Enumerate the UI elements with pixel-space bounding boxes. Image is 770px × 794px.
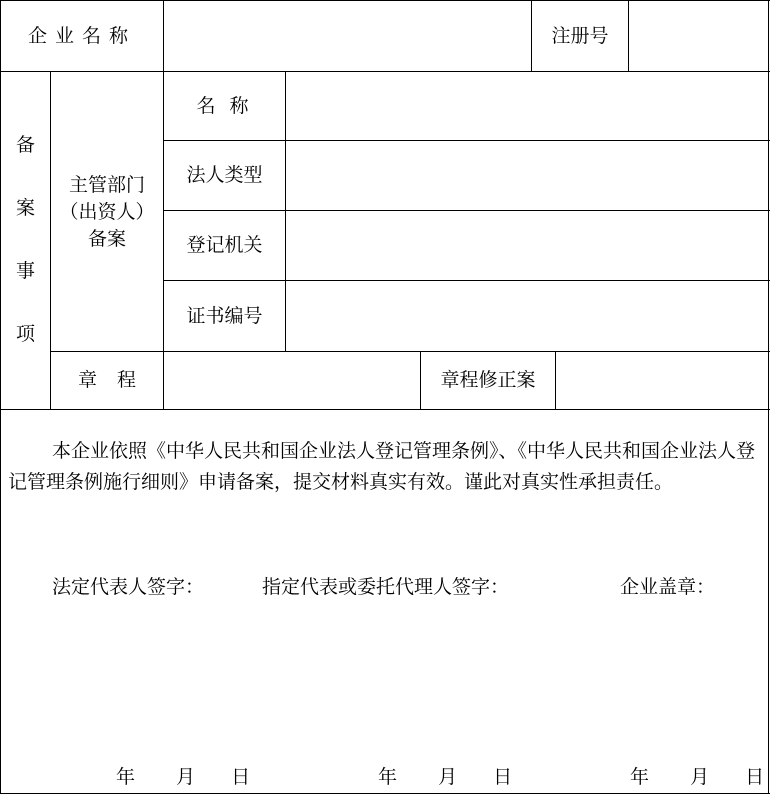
registration-no-label: 注册号 <box>551 24 609 47</box>
company-seal-label: 企业盖章： <box>620 576 716 598</box>
declaration-text: 本企业依照《中华人民共和国企业法人登记管理条例》、《中华人民共和国企业法人登记管理条例施行细则》申请备案，提交材料真实有效。谨此对真实性承担责任。 <box>8 440 756 493</box>
month-label: 月 <box>438 766 458 788</box>
row-field-registration-authority[interactable] <box>286 211 768 280</box>
charter-field[interactable] <box>164 352 420 409</box>
row-label-name: 名 称 <box>196 94 253 117</box>
month-label: 月 <box>690 766 710 788</box>
charter-amendment-field[interactable] <box>556 352 768 409</box>
authority-line: （出资人） <box>59 201 155 223</box>
charter-label: 章 程 <box>77 369 137 391</box>
day-label: 日 <box>745 766 765 788</box>
authority-line: 主管部门 <box>68 174 145 196</box>
date-line-company-seal <box>630 768 764 787</box>
legal-rep-signature-label: 法定代表人签字： <box>52 576 205 598</box>
row-label-certificate-no: 证书编号 <box>186 304 263 327</box>
year-label: 年 <box>378 766 398 788</box>
date-line-legal-rep <box>116 768 250 787</box>
border-right <box>768 0 769 794</box>
side-char: 事 <box>15 260 35 282</box>
side-char: 案 <box>15 197 35 219</box>
row-field-certificate-no[interactable] <box>286 281 768 351</box>
date-line-designated-rep <box>378 768 512 787</box>
authority-label <box>51 172 163 253</box>
company-name-label: 企业名称 <box>27 24 136 47</box>
side-char: 项 <box>15 323 35 345</box>
company-name-field[interactable] <box>164 1 531 71</box>
filing-side-label <box>1 114 50 366</box>
month-label: 月 <box>176 766 196 788</box>
designated-rep-signature-label: 指定代表或委托代理人签字： <box>262 576 510 598</box>
charter-amendment-label: 章程修正案 <box>440 369 536 391</box>
day-label: 日 <box>493 766 513 788</box>
row-field-name[interactable] <box>286 72 768 140</box>
row-field-legal-type[interactable] <box>286 141 768 210</box>
year-label: 年 <box>630 766 650 788</box>
year-label: 年 <box>116 766 136 788</box>
side-char: 备 <box>15 134 35 156</box>
row-label-registration-authority: 登记机关 <box>186 234 263 256</box>
row-label-legal-type: 法人类型 <box>186 164 263 186</box>
authority-line: 备案 <box>87 228 126 250</box>
registration-no-field[interactable] <box>629 1 768 71</box>
day-label: 日 <box>231 766 251 788</box>
divider <box>0 409 770 410</box>
